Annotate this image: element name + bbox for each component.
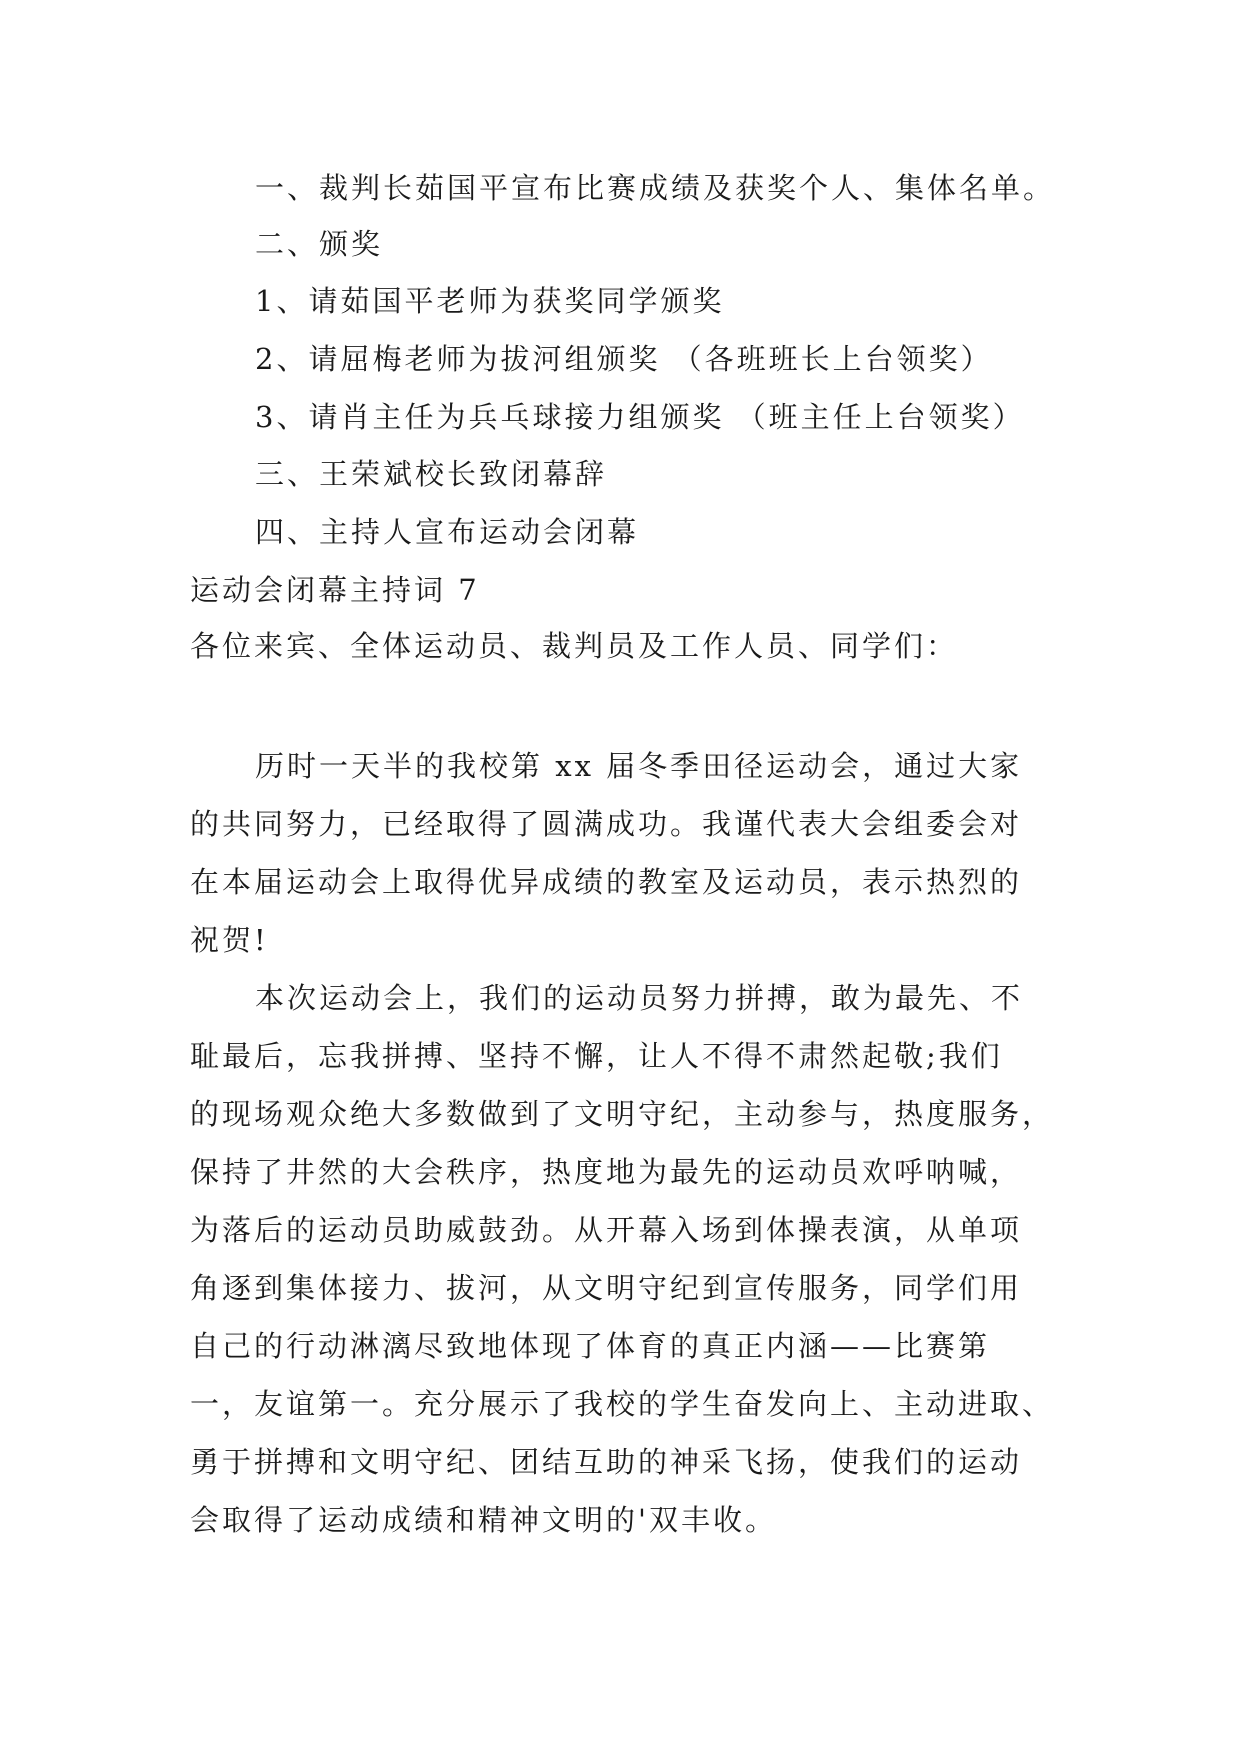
- paragraph-line: 的共同努力，已经取得了圆满成功。我谨代表大会组委会对: [190, 807, 1023, 841]
- paragraph-line: 保持了井然的大会秩序，热度地为最先的运动员欢呼呐喊，: [190, 1155, 1023, 1189]
- paragraph-line: 历时一天半的我校第 xx 届冬季田径运动会，通过大家: [255, 749, 1023, 783]
- paragraph-line: 本次运动会上，我们的运动员努力拼搏，敢为最先、不: [255, 981, 1024, 1015]
- section-title: 运动会闭幕主持词 7: [190, 573, 480, 607]
- paragraph-line: 自己的行动淋漓尽致地体现了体育的真正内涵——比赛第: [190, 1329, 991, 1363]
- paragraph-line: 一，友谊第一。充分展示了我校的学生奋发向上、主动进取、: [190, 1387, 1055, 1421]
- program-item: 3、请肖主任为兵乓球接力组颁奖 （班主任上台领奖）: [255, 400, 1025, 434]
- program-item: 二、颁奖: [255, 227, 384, 261]
- paragraph-line: 的现场观众绝大多数做到了文明守纪，主动参与，热度服务，: [190, 1097, 1055, 1131]
- program-item: 1、请茹国平老师为获奖同学颁奖: [255, 284, 725, 318]
- paragraph-line: 耻最后，忘我拼搏、坚持不懈，让人不得不肃然起敬;我们: [190, 1039, 1003, 1073]
- program-item: 四、主持人宣布运动会闭幕: [255, 515, 640, 549]
- paragraph-line: 祝贺!: [190, 923, 269, 957]
- paragraph-line: 角逐到集体接力、拔河，从文明守纪到宣传服务，同学们用: [190, 1271, 1023, 1305]
- paragraph-line: 在本届运动会上取得优异成绩的教室及运动员，表示热烈的: [190, 865, 1023, 899]
- program-item: 2、请屈梅老师为拔河组颁奖 （各班班长上台领奖）: [255, 342, 993, 376]
- program-item: 三、王荣斌校长致闭幕辞: [255, 457, 608, 491]
- paragraph-line: 勇于拼搏和文明守纪、团结互助的神采飞扬，使我们的运动: [190, 1445, 1023, 1479]
- program-item: 一、裁判长茹国平宣布比赛成绩及获奖个人、集体名单。: [255, 171, 1056, 205]
- paragraph-line: 为落后的运动员助威鼓劲。从开幕入场到体操表演，从单项: [190, 1213, 1023, 1247]
- greeting: 各位来宾、全体运动员、裁判员及工作人员、同学们：: [190, 629, 959, 663]
- paragraph-line: 会取得了运动成绩和精神文明的'双丰收。: [190, 1503, 777, 1537]
